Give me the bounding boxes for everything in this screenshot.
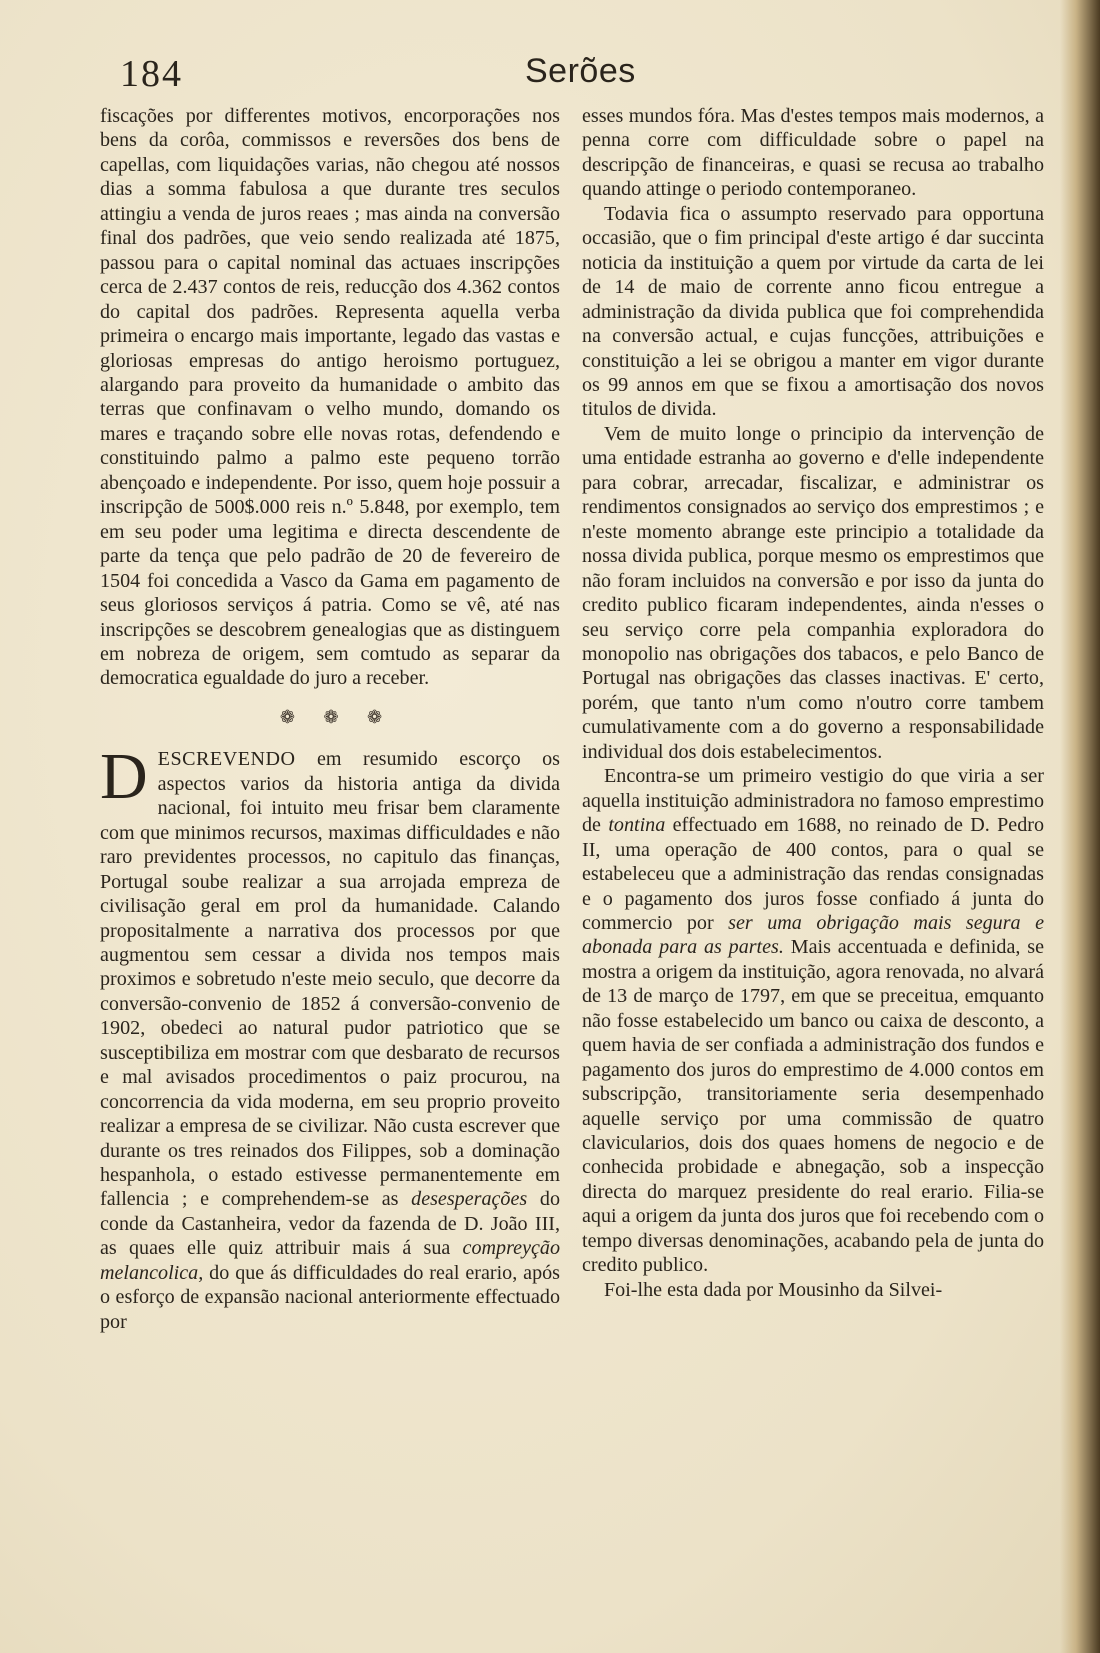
right-paragraph-4-text-a: Encontra-se um primeiro vestigio do que viria a ser aquella instituição administradora no famoso emprestimo de xyxy=(582,765,1044,837)
left-paragraph-2-text-c: do que ás difficuldades do real erario, após o esforço de expansão nacional anteriormente effectuado por xyxy=(100,1261,560,1333)
left-paragraph-1: fiscações por differentes motivos, encorporações nos bens da corôa, commissos e reversões dos bens de capellas, com liquidações varias, não chegou até nossos dias a somma fabulosa a que durante tres seculos attingiu a venda de juros reaes ; mas ainda na conversão final dos padrões, que veio sendo realizada até 1875, passou para o capital nominal das actuaes inscripções cerca de 2.437 contos de reis, reducção dos 4.362 contos do capital dos padrões. Representa aquella verba primeira o encargo mais importante, legado das vastas e gloriosas empresas do antigo heroismo portuguez, alargando para proveito da humanidade o ambito das terras que confinavam o velho mundo, domando os mares e traçando sobre elle novas rotas, defendendo e constituindo palmo a palmo este pequeno torrão abençoado e independente. Por isso, quem hoje possuir a inscripção de 500$.000 reis n.º 5.848, por exemplo, tem em seu poder uma legitima e directa descendente de parte da tença que pelo padrão de 20 de fevereiro de 1504 foi concedida a Vasco da Gama em pagamento de seus gloriosos serviços á patria. Como se vê, até nas inscripções se descobrem genealogias que as distinguem em nobreza de origem, sem comtudo as separar da democratica egualdade do juro a receber. xyxy=(100,105,560,690)
smallcaps-opening: ESCREVENDO xyxy=(157,748,296,771)
left-paragraph-2 xyxy=(100,740,560,1334)
right-paragraph-4 xyxy=(582,764,1044,1278)
italic-term-tontina: tontina xyxy=(608,814,666,837)
page-header xyxy=(100,52,1050,102)
right-paragraph-4-text-b: effectuado em 1688, no reinado de D. Pedro II, uma operação de 400 contos, para o qual se estabeleceu que a administração das rendas consignadas e o pagamento dos juros fosse confiado á junta do commercio por xyxy=(582,814,1044,934)
right-paragraph-4-text-c: Mais accentuada e definida, se mostra a origem da instituição, agora renovada, no alvará de 13 de março de 1797, em que se preceitua, emquanto não fosse estabelecido um banco ou caixa de desconto, a quem havia de ser confiada a administração dos fundos e pagamento dos juros do emprestimo de 4.000 contos em subscripção, transitoriamente seria desempenhado aquelle serviço por uma commissão de quatro clavicularios, dois dos quaes homens de negocio e de conhecida probidade e abnegação, sob a inspecção directa do marquez presidente do real erario. Filia-se aqui a origem da junta dos juros que foi recebendo com o tempo diversas denominações, acabando pela de junta do credito publico. xyxy=(582,936,1044,1277)
left-column xyxy=(100,104,560,1334)
left-paragraph-2-text-a: em resumido escorço os aspectos varios da historia antiga da divida nacional, foi intuito meu frisar bem claramente com que minimos recursos, maximas difficuldades e não raro previdentes processos, no capitulo das finanças, Portugal soube realizar a sua arrojada empreza de civilisação geral em prol da humanidade. Calando propositalmente a narrativa dos processos por que augmentou sem cessar a divida nos tempos mais proximos e sobretudo n'este meio seculo, que decorre da conversão-convenio de 1852 á conversão-convenio de 1902, obedeci ao natural pudor patriotico que se susceptibiliza em mostrar com que desbarato de recursos e mal avisados procedimentos o paiz procurou, na concorrencia da vida moderna, em seu proprio proveito realizar a empresa de se civilizar. Não custa escrever que durante os tres reinados dos Filippes, sob a dominação hespanhola, o estado estivesse permanentemente em fallencia ; e comprehendem-se as xyxy=(100,748,560,1211)
running-title: Serões xyxy=(525,52,636,90)
italic-term-desesperacoes: desesperações xyxy=(411,1188,528,1211)
right-paragraph-5: Foi-lhe esta dada por Mousinho da Silvei- xyxy=(604,1278,943,1301)
section-ornament: ❁ ❁ ❁ xyxy=(279,706,395,727)
left-paragraph-2-text-b: do conde da Castanheira, vedor da fazenda de D. João III, as quaes elle quiz attribuir mais á sua xyxy=(100,1188,560,1260)
right-paragraph-1: esses mundos fóra. Mas d'estes tempos mais modernos, a penna corre com difficuldade sobre o papel na descripção de financeiras, e quasi se recusa ao trabalho quando attinge o periodo contemporaneo. xyxy=(582,105,1044,201)
page-edge-shadow xyxy=(1060,0,1100,1653)
right-paragraph-2: Todavia fica o assumpto reservado para opportuna occasião, que o fim principal d'este artigo é dar succinta noticia da instituição a quem por virtude da carta de lei de 14 de maio de corrente anno ficou entregue a administração da divida publica que foi comprehendida na conversão actual, e cujas funcções, attribuições e constituição a lei se obrigou a manter em vigor durante os 99 annos em que se fixou a amortisação dos novos titulos de divida. xyxy=(582,202,1044,421)
right-paragraph-3: Vem de muito longe o principio da intervenção de uma entidade estranha ao governo e d'elle independente para cobrar, arrecadar, fiscalizar, e administrar os rendimentos consignados ao serviço dos emprestimos ; e n'este momento abrange este principio a totalidade da nossa divida publica, porque mesmo os emprestimos que não foram incluidos na conversão e por isso da junta do credito publico ficaram independentes, ainda n'esses o seu serviço corre pela companhia exploradora do monopolio nas obrigações dos tabacos, e pelo Banco de Portugal nas obrigações das classes inactivas. E' certo, porém, que tanto n'um como n'outro corre tambem cumulativamente com a do governo a responsabilidade individual dos dois estabelecimentos. xyxy=(582,422,1044,763)
italic-term-compreycao: compreyção melancolica, xyxy=(100,1237,560,1284)
italic-quote-obrigacao: ser uma obrigação mais segura e abonada para as partes. xyxy=(582,911,1044,959)
right-column xyxy=(582,104,1044,1302)
drop-cap: D xyxy=(100,740,148,814)
page-number: 184 xyxy=(120,53,183,95)
